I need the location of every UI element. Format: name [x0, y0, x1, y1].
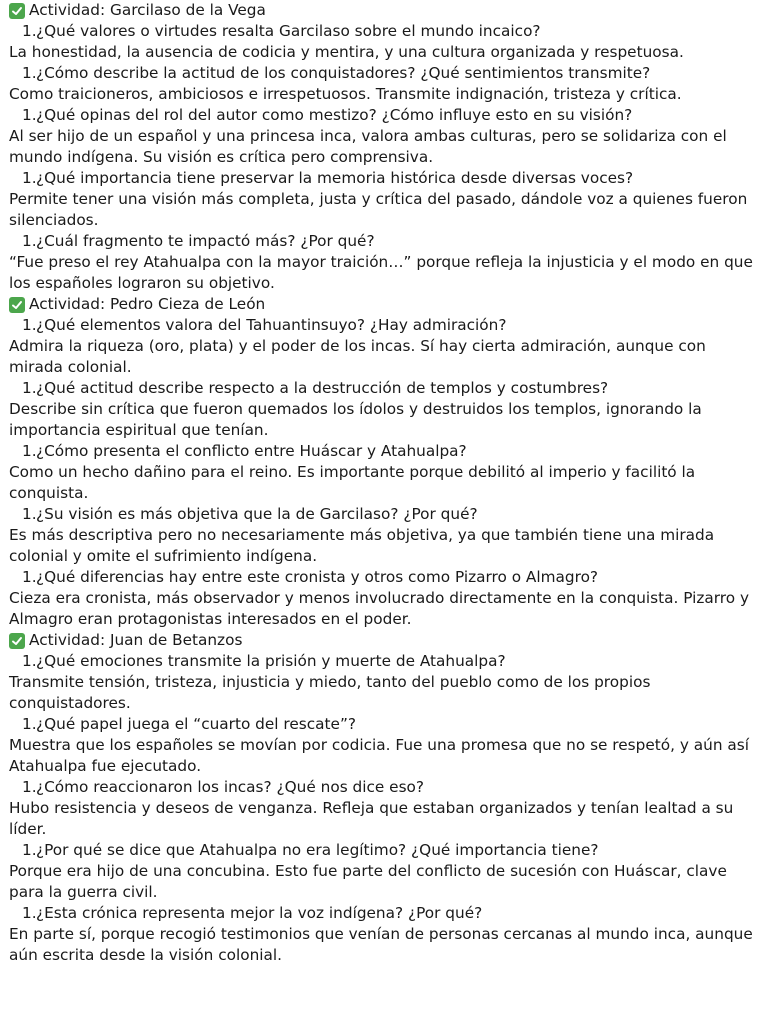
question: 1.¿Qué emociones transmite la prisión y muerte de Atahualpa? [22, 652, 506, 670]
section-title-text: Actividad: Juan de Betanzos [29, 631, 243, 649]
answer: Transmite tensión, tristeza, injusticia y miedo, tanto del pueblo como de los propios conquistadores. [9, 673, 651, 712]
question: 1.¿Cómo describe la actitud de los conquistadores? ¿Qué sentimientos transmite? [22, 64, 651, 82]
section-title [9, 294, 759, 315]
answer: Describe sin crítica que fueron quemados los ídolos y destruidos los templos, ignorando la importancia espiritual que tenían. [9, 400, 702, 439]
question: 1.¿Cuál fragmento te impactó más? ¿Por qué? [22, 232, 375, 250]
answer: Al ser hijo de un español y una princesa inca, valora ambas culturas, pero se solidariza con el mundo indígena. Su visión es crítica pero comprensiva. [9, 127, 727, 166]
section-title-text: Actividad: Pedro Cieza de León [29, 295, 266, 313]
question: 1.¿Cómo presenta el conflicto entre Huáscar y Atahualpa? [22, 442, 467, 460]
answer: Es más descriptiva pero no necesariamente más objetiva, ya que también tiene una mirada colonial y omite el sufrimiento indígena. [9, 526, 715, 565]
question: 1.¿Por qué se dice que Atahualpa no era legítimo? ¿Qué importancia tiene? [22, 841, 599, 859]
section-title [9, 630, 759, 651]
answer: La honestidad, la ausencia de codicia y mentira, y una cultura organizada y respetuosa. [9, 43, 684, 61]
answer: Porque era hijo de una concubina. Esto fue parte del conflicto de sucesión con Huáscar, clave para la guerra civil. [9, 862, 727, 901]
question: 1.¿Qué importancia tiene preservar la memoria histórica desde diversas voces? [22, 169, 634, 187]
answer: Como traicioneros, ambiciosos e irrespetuosos. Transmite indignación, tristeza y crítica. [9, 85, 682, 103]
check-icon [9, 3, 25, 19]
question: 1.¿Qué diferencias hay entre este cronista y otros como Pizarro o Almagro? [22, 568, 599, 586]
answer: Permite tener una visión más completa, justa y crítica del pasado, dándole voz a quienes fueron silenciados. [9, 190, 748, 229]
question: 1.¿Qué actitud describe respecto a la destrucción de templos y costumbres? [22, 379, 609, 397]
question: 1.¿Qué papel juega el “cuarto del rescate”? [22, 715, 356, 733]
question: 1.¿Esta crónica representa mejor la voz indígena? ¿Por qué? [22, 904, 483, 922]
section-garcilaso [9, 0, 759, 294]
answer: Hubo resistencia y deseos de venganza. Refleja que estaban organizados y tenían lealtad a su líder. [9, 799, 734, 838]
answer: “Fue preso el rey Atahualpa con la mayor traición…” porque refleja la injusticia y el modo en que los españoles lograron su objetivo. [9, 253, 753, 292]
section-betanzos [9, 630, 759, 966]
answer: Muestra que los españoles se movían por codicia. Fue una promesa que no se respetó, y aún así Atahualpa fue ejecutado. [9, 736, 749, 775]
answer: Admira la riqueza (oro, plata) y el poder de los incas. Sí hay cierta admiración, aunque con mirada colonial. [9, 337, 706, 376]
question: 1.¿Qué opinas del rol del autor como mestizo? ¿Cómo influye esto en su visión? [22, 106, 633, 124]
question: 1.¿Qué valores o virtudes resalta Garcilaso sobre el mundo incaico? [22, 22, 541, 40]
section-title [9, 0, 759, 21]
question: 1.¿Cómo reaccionaron los incas? ¿Qué nos dice eso? [22, 778, 425, 796]
question: 1.¿Su visión es más objetiva que la de Garcilaso? ¿Por qué? [22, 505, 478, 523]
section-title-text: Actividad: Garcilaso de la Vega [29, 1, 266, 19]
question: 1.¿Qué elementos valora del Tahuantinsuyo? ¿Hay admiración? [22, 316, 507, 334]
answer: En parte sí, porque recogió testimonios que venían de personas cercanas al mundo inca, aunque aún escrita desde la visión colonial. [9, 925, 753, 964]
check-icon [9, 633, 25, 649]
check-icon [9, 297, 25, 313]
section-cieza [9, 294, 759, 630]
answer: Como un hecho dañino para el reino. Es importante porque debilitó al imperio y facilitó la conquista. [9, 463, 696, 502]
answer: Cieza era cronista, más observador y menos involucrado directamente en la conquista. Pizarro y Almagro eran protagonistas interesados en el poder. [9, 589, 750, 628]
